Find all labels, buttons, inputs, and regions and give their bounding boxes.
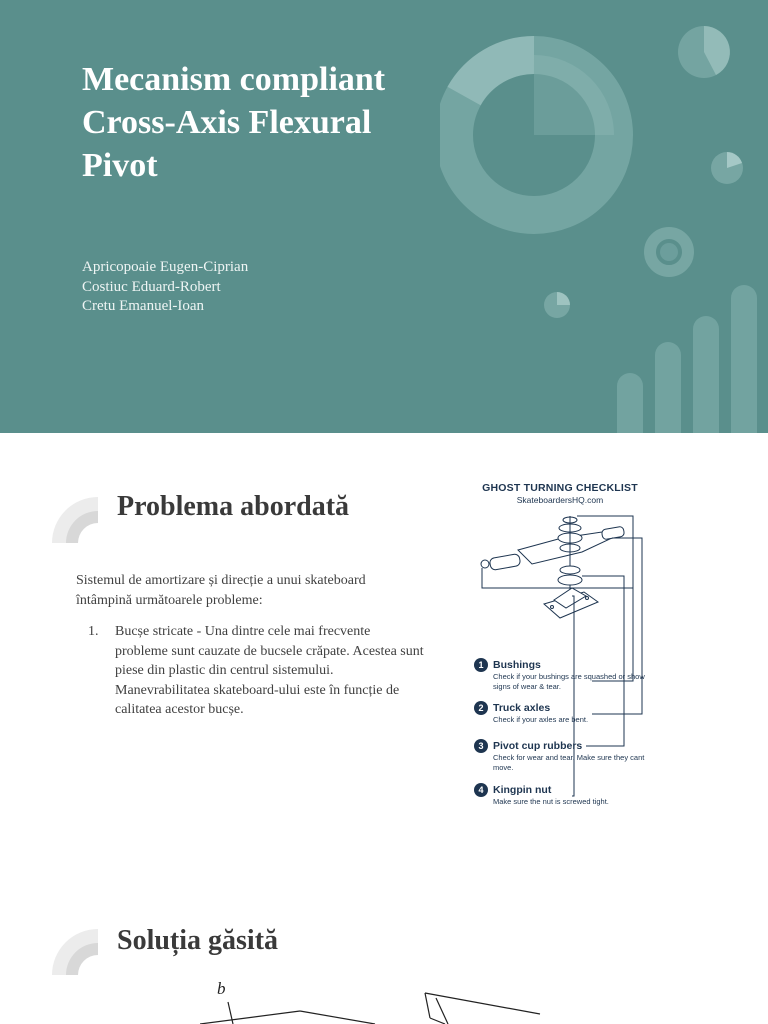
author-name: Apricopoaie Eugen-Ciprian xyxy=(82,259,249,275)
ghost-turning-checklist-image xyxy=(462,476,658,810)
list-item-number: 1. xyxy=(88,624,99,639)
problem-list xyxy=(76,622,426,720)
list-item-text: Bucșe stricate - Una dintre cele mai frecvente probleme sunt cauzate de bucsele crăpate. Acestea sunt piese din plastic din centrul sistemului. Manevrabilitatea skateboard-ului este în funcție de calitatea acestor bucșe. xyxy=(115,624,424,717)
checklist-number-badge: 3 xyxy=(474,739,488,753)
checklist-description: Check for wear and tear. Make sure they cant move. xyxy=(493,753,645,772)
checklist-description: Check if your bushings are squashed or show signs of wear & tear. xyxy=(493,672,645,691)
author-list xyxy=(82,258,248,317)
list-item xyxy=(76,622,426,720)
flexural-pivot-diagram xyxy=(200,976,768,1024)
diagram-label-b: b xyxy=(217,979,226,998)
checklist-label: Bushings xyxy=(493,659,541,671)
presentation-title: Mecanism compliant Cross-Axis Flexural Pivot xyxy=(82,61,386,184)
checklist-label: Truck axles xyxy=(493,702,551,714)
author-name: Costiuc Eduard-Robert xyxy=(82,278,221,295)
checklist-subtitle: SkateboardersHQ.com xyxy=(516,495,604,505)
section-bullet-icon xyxy=(52,929,98,975)
title-slide xyxy=(0,0,768,433)
checklist-description: Check if your axles are bent. xyxy=(493,715,589,724)
checklist-description: Make sure the nut is screwed tight. xyxy=(493,797,609,806)
checklist-number-badge: 2 xyxy=(474,701,488,715)
checklist-number-badge: 1 xyxy=(474,658,488,672)
author-name: Cretu Emanuel-Ioan xyxy=(82,298,205,314)
checklist-number-badge: 4 xyxy=(474,783,488,797)
checklist-title: GHOST TURNING CHECKLIST xyxy=(482,482,638,494)
section-bullet-icon xyxy=(52,497,98,543)
checklist-label: Pivot cup rubbers xyxy=(493,740,583,752)
intro-paragraph: Sistemul de amortizare și direcție a unui skateboard întâmpină următoarele probleme: xyxy=(76,573,366,608)
decorative-shapes xyxy=(440,20,768,433)
section-heading: Soluția găsită xyxy=(117,925,279,956)
section-heading: Problema abordată xyxy=(117,491,350,522)
checklist-label: Kingpin nut xyxy=(493,784,552,796)
